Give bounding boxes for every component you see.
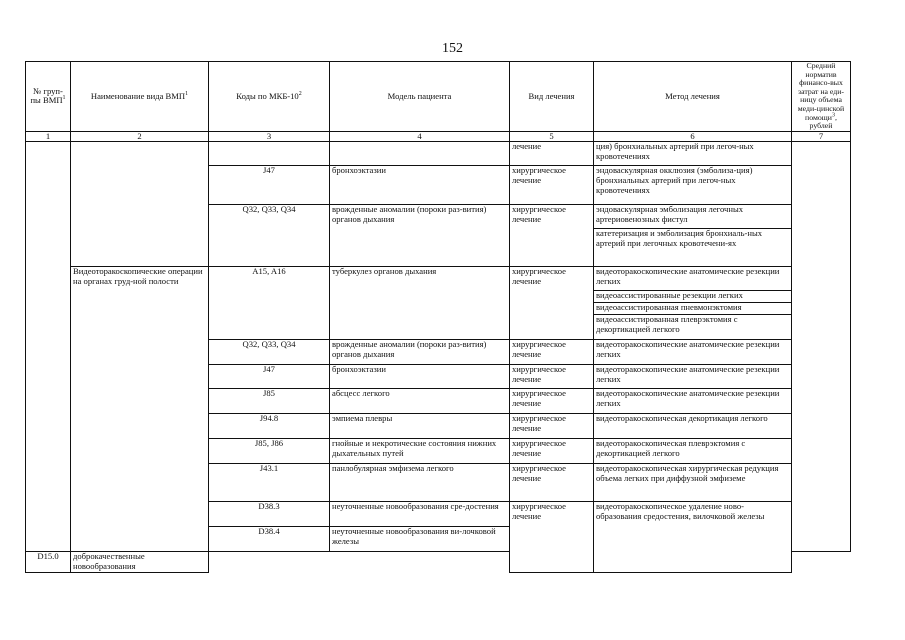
model-cell — [330, 142, 510, 166]
type-cell: хирургическое лечение — [510, 166, 594, 205]
icd-cell: Q32, Q33, Q34 — [209, 340, 330, 365]
column-number: 1 — [26, 131, 71, 142]
method-cell: видеоторакоскопические анатомические резекции легких — [594, 340, 792, 365]
type-cell: хирургическое лечение — [510, 439, 594, 464]
column-number: 4 — [330, 131, 510, 142]
header-vmp-name: Наименование вида ВМП$^1$ — [71, 62, 209, 132]
icd-cell: D15.0 — [26, 552, 71, 572]
table-row — [26, 142, 851, 166]
icd-cell: J47 — [209, 166, 330, 205]
model-cell: гнойные и некротические состояния нижних дыхательных путей — [330, 439, 510, 464]
type-cell: хирургическое лечение — [510, 267, 594, 340]
method-cell: ция) бронхиальных артерий при легоч-ных кровотечениях — [594, 142, 792, 166]
icd-cell — [209, 142, 330, 166]
column-number: 3 — [209, 131, 330, 142]
header-icd: Коды по МКБ-$10^2$ — [209, 62, 330, 132]
type-cell: лечение — [510, 142, 594, 166]
method-cell: видеоторакоскопические анатомические резекции легких — [594, 267, 792, 291]
header-row — [26, 62, 851, 132]
icd-cell: D38.3 — [209, 502, 330, 527]
icd-cell: J43.1 — [209, 464, 330, 502]
header-group: № груп-пы ВМП$^1$ — [26, 62, 71, 132]
vmp-name-cell — [71, 142, 209, 267]
type-cell: хирургическое лечение — [510, 205, 594, 267]
model-cell: бронхоэктазии — [330, 166, 510, 205]
header-treatment-method: Метод лечения — [594, 62, 792, 132]
cost-cell — [792, 142, 851, 552]
table-row — [26, 267, 851, 291]
method-cell: катетеризация и эмболизация бронхиаль-ных артерий при легочных кровотечени-ях — [594, 229, 792, 267]
method-cell: видеоторакоскопическая плеврэктомия с декортикацией легкого — [594, 439, 792, 464]
model-cell: абсцесс легкого — [330, 389, 510, 414]
model-cell: бронхоэктазии — [330, 365, 510, 389]
type-cell: хирургическое лечение — [510, 414, 594, 439]
method-cell: видеоассистированная плеврэктомия с декортикацией легкого — [594, 315, 792, 340]
type-cell: хирургическое лечение — [510, 365, 594, 389]
model-cell: эмпиема плевры — [330, 414, 510, 439]
model-cell: туберкулез органов дыхания — [330, 267, 510, 340]
icd-cell: J85 — [209, 389, 330, 414]
column-number: 7 — [792, 131, 851, 142]
model-cell: панлобулярная эмфизема легкого — [330, 464, 510, 502]
column-numbers-row — [26, 131, 851, 142]
method-cell: эндоваскулярная эмболизация легочных артериовенозных фистул — [594, 205, 792, 229]
model-cell: врожденные аномалии (пороки раз-вития) органов дыхания — [330, 340, 510, 365]
method-cell: видеоассистированная пневмонэктомия — [594, 303, 792, 315]
model-cell: врожденные аномалии (пороки раз-вития) органов дыхания — [330, 205, 510, 267]
type-cell: хирургическое лечение — [510, 502, 594, 572]
icd-cell: D38.4 — [209, 527, 330, 552]
column-number: 5 — [510, 131, 594, 142]
type-cell: хирургическое лечение — [510, 464, 594, 502]
type-cell: хирургическое лечение — [510, 340, 594, 365]
method-cell: видеоторакоскопические анатомические резекции легких — [594, 389, 792, 414]
page-number: 152 — [442, 41, 463, 56]
method-cell: видеоторакоскопическое удаление ново-образования средостения, вилочковой железы — [594, 502, 792, 572]
icd-cell: Q32, Q33, Q34 — [209, 205, 330, 267]
header-treatment-type: Вид лечения — [510, 62, 594, 132]
model-cell: доброкачественные новообразования — [71, 552, 209, 572]
icd-cell: J85, J86 — [209, 439, 330, 464]
method-cell: видеоторакоскопические анатомические резекции легких — [594, 365, 792, 389]
method-cell: видеоторакоскопическая хирургическая редукция объема легких при диффузной эмфиземе — [594, 464, 792, 502]
model-cell: неуточненные новообразования ви-лочковой железы — [330, 527, 510, 552]
icd-cell: J47 — [209, 365, 330, 389]
vmp-table — [25, 61, 851, 573]
column-number: 6 — [594, 131, 792, 142]
icd-cell: J94.8 — [209, 414, 330, 439]
method-cell: видеоассистированные резекции легких — [594, 291, 792, 303]
model-cell: неуточненные новообразования сре-достения — [330, 502, 510, 527]
column-number: 2 — [71, 131, 209, 142]
method-cell: эндоваскулярная окклюзия (эмболиза-ция) бронхиальных артерий при легоч-ных кровотечениях — [594, 166, 792, 205]
method-cell: видеоторакоскопическая декортикация легкого — [594, 414, 792, 439]
header-patient-model: Модель пациента — [330, 62, 510, 132]
header-cost: Средний норматив финансо-вых затрат на еди-ницу объема меди-цинской помощи$^3$, рублей — [792, 62, 851, 132]
vmp-name-cell: Видеоторакоскопические операции на органах груд-ной полости — [71, 267, 209, 552]
group-cell — [26, 142, 71, 552]
type-cell: хирургическое лечение — [510, 389, 594, 414]
icd-cell: A15, A16 — [209, 267, 330, 340]
